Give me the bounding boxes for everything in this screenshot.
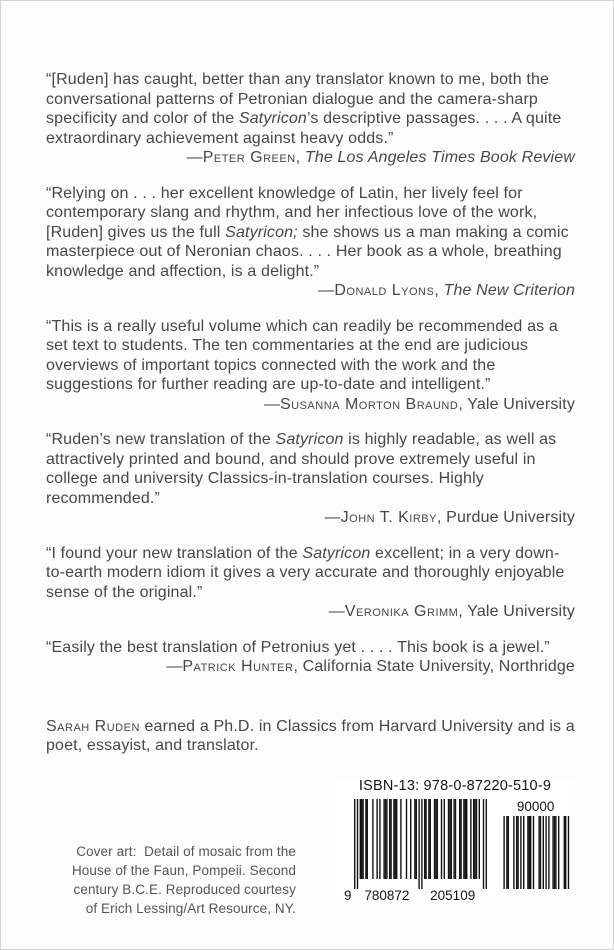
svg-text:205109: 205109 (429, 887, 475, 903)
svg-text:90000: 90000 (516, 798, 554, 814)
quote-body: “Easily the best translation of Petronius yet . . . . This book is a jewel.” (46, 638, 550, 656)
quote-attribution: —John T. Kirby, Purdue University (324, 509, 575, 526)
bottom-row (46, 778, 575, 918)
review-quote (46, 184, 575, 301)
ean13-barcode-icon (341, 799, 489, 903)
quote-body: “[Ruden] has caught, better than any translator known to me, both the conversational patterns of Petronian dialogue and the camera-sharp specificity and color of the Satyricon’s descriptive passages. . . . A quite extraordinary achievement against heavy odds.” (46, 71, 562, 147)
review-quote (46, 317, 575, 415)
quote-attribution: —Peter Green, The Los Angeles Times Book Review (186, 149, 575, 166)
review-quote (46, 430, 575, 528)
svg-text:9: 9 (343, 887, 352, 903)
isbn-label: ISBN-13: 978-0-87220-510-9 (358, 777, 552, 794)
credit-line: House of the Faun, Pompeii. Second (71, 862, 296, 878)
quote-attribution: —Patrick Hunter, California State University, Northridge (166, 658, 575, 675)
svg-text:780872: 780872 (363, 887, 409, 903)
review-quote (46, 638, 575, 677)
review-quotes (46, 70, 575, 677)
isbn-barcode-block (335, 778, 575, 903)
cover-art-credit (46, 842, 296, 918)
author-bio: Sarah Ruden earned a Ph.D. in Classics from Harvard University and is a poet, essayist, and translator. (46, 717, 575, 754)
quote-body: “Relying on . . . her excellent knowledge of Latin, her lively feel for contemporary slang and rhythm, and her infectious love of the work, [Ruden] gives us the full Satyricon; she shows us a man making a comic masterpiece out of Neronian chaos. . . . Her book as a whole, breathing knowledge and affection, is a delight.” (46, 184, 569, 280)
credit-line: of Erich Lessing/Art Resource, NY. (85, 900, 296, 916)
quote-body: “I found your new translation of the Satyricon excellent; in a very down-to-earth modern idiom it gives a very accurate and thoroughly enjoyable sense of the original.” (46, 544, 565, 601)
quote-attribution: —Veronika Grimm, Yale University (328, 603, 575, 620)
review-quote (46, 70, 575, 168)
credit-line: century B.C.E. Reproduced courtesy (73, 881, 296, 897)
ean5-price-barcode-icon (502, 799, 570, 903)
barcode-row (335, 799, 575, 903)
quote-attribution: —Susanna Morton Braund, Yale University (263, 395, 575, 413)
quote-body: “This is a really useful volume which can readily be recommended as a set text to students. The ten commentaries at the end are judicious overviews of important topics connected with the work and the suggestions for further reading are up-to-date and intelligent.” (46, 317, 558, 393)
review-quote (46, 544, 575, 622)
quote-body: “Ruden’s new translation of the Satyricon is highly readable, as well as attractively printed and bound, and should prove extremely useful in college and university Classics-in-translation courses. Highly recommended.” (46, 431, 557, 507)
quote-attribution: —Donald Lyons, The New Criterion (318, 282, 575, 299)
credit-line: Cover art: Detail of mosaic from the (76, 843, 296, 859)
